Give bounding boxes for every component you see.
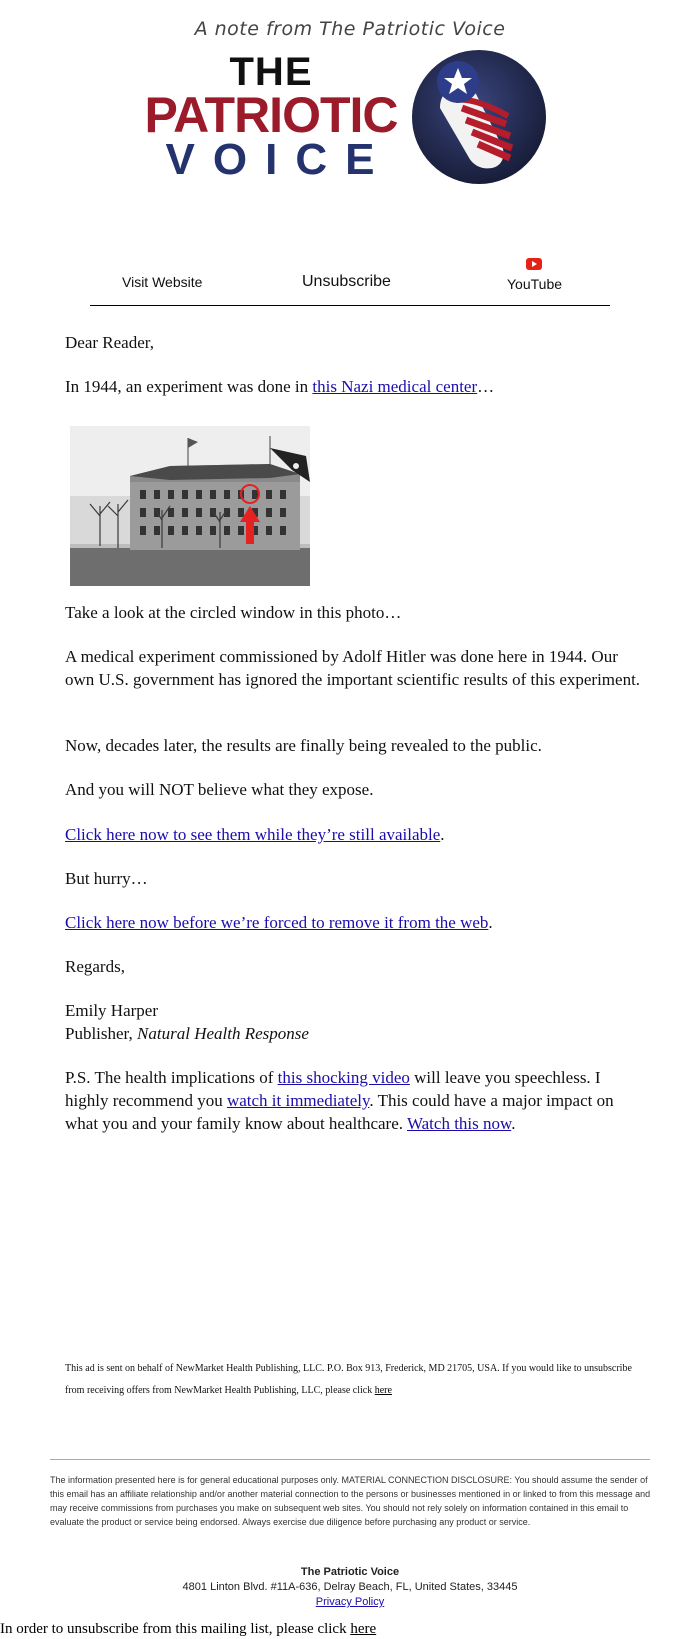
company-address: 4801 Linton Blvd. #11A-636, Delray Beach, FL, United States, 33445 [182, 1581, 518, 1593]
signature-name: Emily Harper [65, 1001, 158, 1020]
brand-logo-wordmark [140, 52, 402, 182]
ps-text-4: . [511, 1114, 516, 1133]
letter-paragraph-look: Take a look at the circled window in this photo… [65, 603, 402, 622]
letter-paragraph-hurry: But hurry… [65, 869, 148, 888]
intro-text: In 1944, an experiment was done in [65, 377, 313, 396]
signature-title-prefix: Publisher, [65, 1024, 138, 1043]
see-results-link[interactable]: Click here now to see them while they’re still available [65, 825, 441, 844]
logo-line-patriotic: PATRIOTIC [144, 87, 398, 143]
material-connection-disclosure: The information presented here is for general educational purposes only. MATERIAL CONNECTION DISCLOSURE: You should assume the sender of this email has an affiliate relationship and/or another material connection to the persons or businesses mentioned in or linked to from this message and may receive commissions from purchases you make on subsequent web sites. You should not rely solely on information contained in this email to evaluate the product or service being endorsed. Always exercise due diligence before purchasing any product or service. [50, 1475, 651, 1527]
shocking-video-link[interactable]: this shocking video [277, 1068, 410, 1087]
nav-divider [90, 305, 610, 306]
microphone-fist-icon [410, 48, 548, 186]
ps-text-3: . This could have a major impact on what you and your family know about healthcare. [65, 1091, 614, 1133]
letter-paragraph-revealed: Now, decades later, the results are finally being revealed to the public. [65, 736, 542, 755]
ad-note-text: This ad is sent on behalf of NewMarket Health Publishing, LLC. P.O. Box 913, Frederick, MD 21705, USA. If you would like to unsubscribe from receiving offers from NewMarket Health Publishing, LLC, please click [65, 1363, 632, 1396]
signature-publication: Natural Health Response [137, 1024, 309, 1043]
signature-title [65, 1022, 645, 1045]
letter-paragraph-intro [65, 375, 645, 398]
cta-1-period: . [440, 825, 445, 844]
company-name: The Patriotic Voice [300, 1566, 400, 1578]
letter-paragraph-experiment: A medical experiment commissioned by Adolf Hitler was done here in 1944. Our own U.S. government has ignored the important scientific results of this experiment. [65, 647, 641, 689]
logo-line-the: THE [229, 50, 313, 94]
newsletter-tagline: A note from The Patriotic Voice [194, 18, 506, 40]
footer-divider [50, 1459, 650, 1460]
letter-regards: Regards, [65, 957, 125, 976]
nazi-medical-center-link[interactable]: this Nazi medical center [312, 377, 478, 396]
ad-unsubscribe-link[interactable]: here [374, 1385, 392, 1396]
privacy-policy-link[interactable]: Privacy Policy [315, 1596, 385, 1608]
watch-immediately-link[interactable]: watch it immediately [226, 1091, 370, 1110]
watch-this-now-link[interactable]: Watch this now [406, 1114, 512, 1133]
mailing-list-unsubscribe [0, 1621, 376, 1638]
youtube-link[interactable]: YouTube [507, 276, 563, 292]
letter-greeting: Dear Reader, [65, 333, 154, 352]
letter-postscript [65, 1066, 645, 1135]
medical-center-photo[interactable] [70, 426, 310, 586]
youtube-icon[interactable] [526, 258, 542, 270]
ps-text-1: P.S. The health implications of [65, 1068, 278, 1087]
letter-cta-1 [65, 823, 645, 846]
letter-cta-2 [65, 911, 645, 934]
company-footer [0, 1565, 700, 1610]
ad-sender-note [65, 1358, 645, 1402]
unsubscribe-link[interactable]: Unsubscribe [302, 273, 391, 290]
ps-text-2: will leave you speechless. I highly recommend you [65, 1068, 601, 1110]
logo-line-voice: VOICE [165, 135, 393, 184]
cta-2-period: . [488, 913, 493, 932]
before-removed-link[interactable]: Click here now before we’re forced to remove it from the web [65, 913, 489, 932]
visit-website-link[interactable]: Visit Website [122, 274, 203, 290]
letter-paragraph-expose: And you will NOT believe what they expose. [65, 780, 374, 799]
letter-signature [65, 999, 645, 1045]
intro-ellipsis: … [477, 377, 495, 396]
bottom-unsubscribe-text: In order to unsubscribe from this mailing list, please click [0, 1621, 351, 1637]
bottom-unsubscribe-link[interactable]: here [350, 1621, 377, 1637]
